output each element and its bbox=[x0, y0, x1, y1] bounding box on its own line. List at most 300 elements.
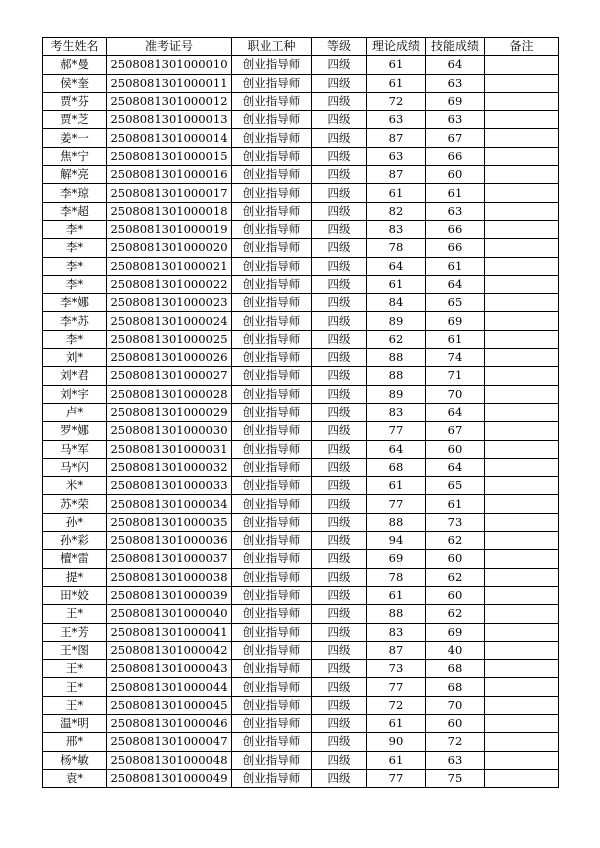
cell-skill-score: 63 bbox=[426, 202, 485, 220]
cell-remarks bbox=[485, 641, 559, 659]
cell-name: 王* bbox=[43, 660, 107, 678]
cell-level: 四级 bbox=[312, 733, 367, 751]
table-row bbox=[43, 147, 559, 165]
table-row bbox=[43, 513, 559, 531]
cell-name: 檀*雷 bbox=[43, 550, 107, 568]
score-table bbox=[42, 37, 559, 788]
cell-theory-score: 83 bbox=[367, 403, 426, 421]
cell-skill-score: 65 bbox=[426, 294, 485, 312]
cell-skill-score: 61 bbox=[426, 330, 485, 348]
table-row bbox=[43, 166, 559, 184]
table-row bbox=[43, 586, 559, 604]
cell-name: 王* bbox=[43, 696, 107, 714]
cell-theory-score: 62 bbox=[367, 330, 426, 348]
cell-remarks bbox=[485, 367, 559, 385]
cell-skill-score: 64 bbox=[426, 56, 485, 74]
cell-remarks bbox=[485, 714, 559, 732]
cell-theory-score: 64 bbox=[367, 440, 426, 458]
cell-name: 米* bbox=[43, 477, 107, 495]
cell-occupation: 创业指导师 bbox=[232, 623, 312, 641]
cell-skill-score: 61 bbox=[426, 257, 485, 275]
table-row bbox=[43, 568, 559, 586]
cell-skill-score: 63 bbox=[426, 751, 485, 769]
table-row bbox=[43, 129, 559, 147]
header-level: 等级 bbox=[312, 38, 367, 56]
cell-occupation: 创业指导师 bbox=[232, 403, 312, 421]
cell-level: 四级 bbox=[312, 74, 367, 92]
cell-occupation: 创业指导师 bbox=[232, 56, 312, 74]
cell-occupation: 创业指导师 bbox=[232, 92, 312, 110]
table-row bbox=[43, 641, 559, 659]
cell-level: 四级 bbox=[312, 367, 367, 385]
cell-theory-score: 77 bbox=[367, 422, 426, 440]
header-occupation: 职业工种 bbox=[232, 38, 312, 56]
cell-remarks bbox=[485, 440, 559, 458]
cell-remarks bbox=[485, 111, 559, 129]
cell-theory-score: 63 bbox=[367, 111, 426, 129]
cell-theory-score: 77 bbox=[367, 769, 426, 787]
cell-theory-score: 63 bbox=[367, 147, 426, 165]
cell-theory-score: 61 bbox=[367, 477, 426, 495]
cell-remarks bbox=[485, 678, 559, 696]
table-row bbox=[43, 422, 559, 440]
cell-remarks bbox=[485, 294, 559, 312]
header-theory-score: 理论成绩 bbox=[367, 38, 426, 56]
cell-exam-id: 2508081301000025 bbox=[107, 330, 232, 348]
cell-occupation: 创业指导师 bbox=[232, 312, 312, 330]
cell-name: 邢* bbox=[43, 733, 107, 751]
cell-level: 四级 bbox=[312, 239, 367, 257]
cell-theory-score: 88 bbox=[367, 513, 426, 531]
cell-theory-score: 78 bbox=[367, 568, 426, 586]
cell-level: 四级 bbox=[312, 678, 367, 696]
cell-occupation: 创业指导师 bbox=[232, 220, 312, 238]
cell-name: 王*图 bbox=[43, 641, 107, 659]
cell-name: 提* bbox=[43, 568, 107, 586]
cell-skill-score: 69 bbox=[426, 312, 485, 330]
cell-occupation: 创业指导师 bbox=[232, 275, 312, 293]
table-row bbox=[43, 532, 559, 550]
cell-remarks bbox=[485, 568, 559, 586]
cell-level: 四级 bbox=[312, 568, 367, 586]
cell-level: 四级 bbox=[312, 532, 367, 550]
table-row bbox=[43, 605, 559, 623]
cell-occupation: 创业指导师 bbox=[232, 74, 312, 92]
table-row bbox=[43, 385, 559, 403]
cell-exam-id: 2508081301000019 bbox=[107, 220, 232, 238]
cell-exam-id: 2508081301000049 bbox=[107, 769, 232, 787]
cell-theory-score: 94 bbox=[367, 532, 426, 550]
cell-occupation: 创业指导师 bbox=[232, 458, 312, 476]
cell-theory-score: 61 bbox=[367, 275, 426, 293]
cell-name: 马*闪 bbox=[43, 458, 107, 476]
cell-skill-score: 68 bbox=[426, 660, 485, 678]
cell-occupation: 创业指导师 bbox=[232, 111, 312, 129]
table-row bbox=[43, 275, 559, 293]
cell-occupation: 创业指导师 bbox=[232, 330, 312, 348]
cell-level: 四级 bbox=[312, 422, 367, 440]
cell-skill-score: 69 bbox=[426, 623, 485, 641]
cell-name: 马*军 bbox=[43, 440, 107, 458]
cell-skill-score: 63 bbox=[426, 74, 485, 92]
table-row bbox=[43, 367, 559, 385]
table-row bbox=[43, 349, 559, 367]
cell-name: 焦*宁 bbox=[43, 147, 107, 165]
cell-name: 温*明 bbox=[43, 714, 107, 732]
cell-name: 侯*奎 bbox=[43, 74, 107, 92]
cell-exam-id: 2508081301000029 bbox=[107, 403, 232, 421]
cell-name: 苏*荣 bbox=[43, 495, 107, 513]
cell-theory-score: 69 bbox=[367, 550, 426, 568]
cell-skill-score: 70 bbox=[426, 385, 485, 403]
cell-exam-id: 2508081301000020 bbox=[107, 239, 232, 257]
cell-level: 四级 bbox=[312, 92, 367, 110]
table-row bbox=[43, 403, 559, 421]
cell-theory-score: 83 bbox=[367, 623, 426, 641]
cell-theory-score: 72 bbox=[367, 696, 426, 714]
cell-skill-score: 60 bbox=[426, 550, 485, 568]
cell-level: 四级 bbox=[312, 550, 367, 568]
table-row bbox=[43, 294, 559, 312]
cell-occupation: 创业指导师 bbox=[232, 495, 312, 513]
cell-level: 四级 bbox=[312, 184, 367, 202]
cell-name: 李*苏 bbox=[43, 312, 107, 330]
cell-remarks bbox=[485, 623, 559, 641]
cell-theory-score: 61 bbox=[367, 74, 426, 92]
cell-exam-id: 2508081301000017 bbox=[107, 184, 232, 202]
cell-exam-id: 2508081301000035 bbox=[107, 513, 232, 531]
cell-remarks bbox=[485, 532, 559, 550]
cell-theory-score: 72 bbox=[367, 92, 426, 110]
cell-occupation: 创业指导师 bbox=[232, 367, 312, 385]
table-row bbox=[43, 714, 559, 732]
cell-skill-score: 60 bbox=[426, 440, 485, 458]
cell-remarks bbox=[485, 184, 559, 202]
cell-name: 李* bbox=[43, 220, 107, 238]
cell-skill-score: 60 bbox=[426, 166, 485, 184]
cell-level: 四级 bbox=[312, 294, 367, 312]
cell-name: 李*超 bbox=[43, 202, 107, 220]
cell-level: 四级 bbox=[312, 660, 367, 678]
cell-level: 四级 bbox=[312, 586, 367, 604]
cell-skill-score: 64 bbox=[426, 403, 485, 421]
cell-name: 田*姣 bbox=[43, 586, 107, 604]
cell-exam-id: 2508081301000028 bbox=[107, 385, 232, 403]
cell-exam-id: 2508081301000040 bbox=[107, 605, 232, 623]
cell-level: 四级 bbox=[312, 403, 367, 421]
cell-name: 贾*芬 bbox=[43, 92, 107, 110]
cell-name: 刘*君 bbox=[43, 367, 107, 385]
cell-skill-score: 62 bbox=[426, 568, 485, 586]
cell-occupation: 创业指导师 bbox=[232, 733, 312, 751]
cell-remarks bbox=[485, 513, 559, 531]
cell-level: 四级 bbox=[312, 495, 367, 513]
cell-level: 四级 bbox=[312, 56, 367, 74]
cell-theory-score: 89 bbox=[367, 312, 426, 330]
cell-occupation: 创业指导师 bbox=[232, 349, 312, 367]
cell-skill-score: 63 bbox=[426, 111, 485, 129]
cell-skill-score: 68 bbox=[426, 678, 485, 696]
cell-exam-id: 2508081301000032 bbox=[107, 458, 232, 476]
cell-remarks bbox=[485, 605, 559, 623]
cell-level: 四级 bbox=[312, 166, 367, 184]
cell-remarks bbox=[485, 330, 559, 348]
cell-theory-score: 61 bbox=[367, 56, 426, 74]
cell-exam-id: 2508081301000041 bbox=[107, 623, 232, 641]
cell-exam-id: 2508081301000024 bbox=[107, 312, 232, 330]
cell-remarks bbox=[485, 733, 559, 751]
cell-name: 刘*宇 bbox=[43, 385, 107, 403]
cell-level: 四级 bbox=[312, 330, 367, 348]
cell-remarks bbox=[485, 166, 559, 184]
cell-theory-score: 61 bbox=[367, 586, 426, 604]
cell-name: 王*芳 bbox=[43, 623, 107, 641]
cell-remarks bbox=[485, 312, 559, 330]
cell-remarks bbox=[485, 147, 559, 165]
cell-theory-score: 83 bbox=[367, 220, 426, 238]
cell-name: 孙* bbox=[43, 513, 107, 531]
header-exam-id: 准考证号 bbox=[107, 38, 232, 56]
cell-name: 姜*一 bbox=[43, 129, 107, 147]
cell-skill-score: 75 bbox=[426, 769, 485, 787]
cell-exam-id: 2508081301000038 bbox=[107, 568, 232, 586]
cell-occupation: 创业指导师 bbox=[232, 477, 312, 495]
cell-remarks bbox=[485, 660, 559, 678]
cell-level: 四级 bbox=[312, 714, 367, 732]
cell-name: 解*亮 bbox=[43, 166, 107, 184]
cell-exam-id: 2508081301000034 bbox=[107, 495, 232, 513]
cell-level: 四级 bbox=[312, 202, 367, 220]
cell-occupation: 创业指导师 bbox=[232, 422, 312, 440]
cell-skill-score: 72 bbox=[426, 733, 485, 751]
table-row bbox=[43, 696, 559, 714]
cell-skill-score: 69 bbox=[426, 92, 485, 110]
cell-exam-id: 2508081301000045 bbox=[107, 696, 232, 714]
cell-occupation: 创业指导师 bbox=[232, 550, 312, 568]
cell-occupation: 创业指导师 bbox=[232, 294, 312, 312]
cell-occupation: 创业指导师 bbox=[232, 586, 312, 604]
cell-level: 四级 bbox=[312, 220, 367, 238]
cell-occupation: 创业指导师 bbox=[232, 568, 312, 586]
cell-skill-score: 64 bbox=[426, 458, 485, 476]
table-row bbox=[43, 56, 559, 74]
cell-remarks bbox=[485, 422, 559, 440]
cell-exam-id: 2508081301000033 bbox=[107, 477, 232, 495]
cell-occupation: 创业指导师 bbox=[232, 769, 312, 787]
cell-exam-id: 2508081301000016 bbox=[107, 166, 232, 184]
cell-exam-id: 2508081301000027 bbox=[107, 367, 232, 385]
cell-remarks bbox=[485, 477, 559, 495]
table-row bbox=[43, 733, 559, 751]
cell-theory-score: 87 bbox=[367, 641, 426, 659]
cell-level: 四级 bbox=[312, 477, 367, 495]
cell-remarks bbox=[485, 257, 559, 275]
cell-level: 四级 bbox=[312, 623, 367, 641]
cell-exam-id: 2508081301000044 bbox=[107, 678, 232, 696]
cell-remarks bbox=[485, 696, 559, 714]
header-name: 考生姓名 bbox=[43, 38, 107, 56]
cell-name: 贾*芝 bbox=[43, 111, 107, 129]
cell-level: 四级 bbox=[312, 257, 367, 275]
cell-level: 四级 bbox=[312, 440, 367, 458]
table-row bbox=[43, 74, 559, 92]
cell-occupation: 创业指导师 bbox=[232, 696, 312, 714]
cell-remarks bbox=[485, 769, 559, 787]
cell-skill-score: 70 bbox=[426, 696, 485, 714]
cell-exam-id: 2508081301000046 bbox=[107, 714, 232, 732]
cell-level: 四级 bbox=[312, 111, 367, 129]
cell-skill-score: 60 bbox=[426, 586, 485, 604]
cell-occupation: 创业指导师 bbox=[232, 532, 312, 550]
cell-exam-id: 2508081301000018 bbox=[107, 202, 232, 220]
cell-skill-score: 60 bbox=[426, 714, 485, 732]
cell-skill-score: 61 bbox=[426, 184, 485, 202]
cell-remarks bbox=[485, 458, 559, 476]
cell-remarks bbox=[485, 92, 559, 110]
cell-exam-id: 2508081301000014 bbox=[107, 129, 232, 147]
cell-name: 李* bbox=[43, 330, 107, 348]
cell-remarks bbox=[485, 550, 559, 568]
cell-theory-score: 61 bbox=[367, 714, 426, 732]
cell-level: 四级 bbox=[312, 751, 367, 769]
cell-remarks bbox=[485, 202, 559, 220]
cell-occupation: 创业指导师 bbox=[232, 239, 312, 257]
cell-theory-score: 87 bbox=[367, 129, 426, 147]
cell-theory-score: 88 bbox=[367, 605, 426, 623]
table-body bbox=[43, 56, 559, 788]
cell-level: 四级 bbox=[312, 349, 367, 367]
cell-exam-id: 2508081301000015 bbox=[107, 147, 232, 165]
cell-remarks bbox=[485, 751, 559, 769]
cell-exam-id: 2508081301000039 bbox=[107, 586, 232, 604]
table-row bbox=[43, 92, 559, 110]
cell-level: 四级 bbox=[312, 129, 367, 147]
cell-level: 四级 bbox=[312, 641, 367, 659]
cell-occupation: 创业指导师 bbox=[232, 147, 312, 165]
table-row bbox=[43, 220, 559, 238]
cell-occupation: 创业指导师 bbox=[232, 714, 312, 732]
table-row bbox=[43, 477, 559, 495]
table-row bbox=[43, 184, 559, 202]
table-row bbox=[43, 769, 559, 787]
cell-theory-score: 88 bbox=[367, 367, 426, 385]
table-row bbox=[43, 550, 559, 568]
table-row bbox=[43, 660, 559, 678]
table-header-row bbox=[43, 38, 559, 56]
cell-skill-score: 71 bbox=[426, 367, 485, 385]
cell-skill-score: 40 bbox=[426, 641, 485, 659]
cell-name: 李*娜 bbox=[43, 294, 107, 312]
cell-theory-score: 88 bbox=[367, 349, 426, 367]
cell-occupation: 创业指导师 bbox=[232, 440, 312, 458]
cell-exam-id: 2508081301000013 bbox=[107, 111, 232, 129]
cell-level: 四级 bbox=[312, 385, 367, 403]
header-skill-score: 技能成绩 bbox=[426, 38, 485, 56]
table-row bbox=[43, 440, 559, 458]
cell-name: 郝*曼 bbox=[43, 56, 107, 74]
cell-skill-score: 73 bbox=[426, 513, 485, 531]
cell-theory-score: 82 bbox=[367, 202, 426, 220]
cell-name: 卢* bbox=[43, 403, 107, 421]
cell-theory-score: 73 bbox=[367, 660, 426, 678]
cell-name: 袁* bbox=[43, 769, 107, 787]
cell-theory-score: 77 bbox=[367, 495, 426, 513]
cell-skill-score: 61 bbox=[426, 495, 485, 513]
cell-name: 刘* bbox=[43, 349, 107, 367]
cell-remarks bbox=[485, 239, 559, 257]
cell-remarks bbox=[485, 220, 559, 238]
table-row bbox=[43, 623, 559, 641]
cell-exam-id: 2508081301000037 bbox=[107, 550, 232, 568]
header-remarks: 备注 bbox=[485, 38, 559, 56]
cell-remarks bbox=[485, 495, 559, 513]
cell-exam-id: 2508081301000011 bbox=[107, 74, 232, 92]
cell-theory-score: 77 bbox=[367, 678, 426, 696]
cell-level: 四级 bbox=[312, 696, 367, 714]
cell-skill-score: 62 bbox=[426, 532, 485, 550]
cell-remarks bbox=[485, 586, 559, 604]
table-row bbox=[43, 678, 559, 696]
cell-exam-id: 2508081301000036 bbox=[107, 532, 232, 550]
cell-occupation: 创业指导师 bbox=[232, 751, 312, 769]
cell-occupation: 创业指导师 bbox=[232, 184, 312, 202]
cell-exam-id: 2508081301000042 bbox=[107, 641, 232, 659]
cell-level: 四级 bbox=[312, 513, 367, 531]
cell-exam-id: 2508081301000012 bbox=[107, 92, 232, 110]
cell-occupation: 创业指导师 bbox=[232, 129, 312, 147]
cell-skill-score: 62 bbox=[426, 605, 485, 623]
cell-exam-id: 2508081301000022 bbox=[107, 275, 232, 293]
table-row bbox=[43, 111, 559, 129]
cell-theory-score: 89 bbox=[367, 385, 426, 403]
table-row bbox=[43, 751, 559, 769]
cell-name: 王* bbox=[43, 605, 107, 623]
cell-exam-id: 2508081301000023 bbox=[107, 294, 232, 312]
cell-theory-score: 61 bbox=[367, 751, 426, 769]
cell-theory-score: 68 bbox=[367, 458, 426, 476]
cell-remarks bbox=[485, 385, 559, 403]
cell-occupation: 创业指导师 bbox=[232, 202, 312, 220]
cell-occupation: 创业指导师 bbox=[232, 605, 312, 623]
cell-skill-score: 74 bbox=[426, 349, 485, 367]
cell-remarks bbox=[485, 275, 559, 293]
cell-name: 孙*彩 bbox=[43, 532, 107, 550]
cell-name: 杨*敏 bbox=[43, 751, 107, 769]
cell-skill-score: 67 bbox=[426, 422, 485, 440]
table-row bbox=[43, 257, 559, 275]
cell-name: 李*琼 bbox=[43, 184, 107, 202]
cell-theory-score: 84 bbox=[367, 294, 426, 312]
table-row bbox=[43, 202, 559, 220]
cell-name: 李* bbox=[43, 275, 107, 293]
cell-exam-id: 2508081301000010 bbox=[107, 56, 232, 74]
cell-occupation: 创业指导师 bbox=[232, 513, 312, 531]
cell-level: 四级 bbox=[312, 275, 367, 293]
cell-remarks bbox=[485, 403, 559, 421]
cell-level: 四级 bbox=[312, 605, 367, 623]
cell-occupation: 创业指导师 bbox=[232, 257, 312, 275]
cell-skill-score: 67 bbox=[426, 129, 485, 147]
cell-occupation: 创业指导师 bbox=[232, 641, 312, 659]
cell-name: 罗*娜 bbox=[43, 422, 107, 440]
table-row bbox=[43, 239, 559, 257]
cell-exam-id: 2508081301000048 bbox=[107, 751, 232, 769]
table-row bbox=[43, 458, 559, 476]
cell-remarks bbox=[485, 56, 559, 74]
cell-skill-score: 66 bbox=[426, 147, 485, 165]
cell-name: 李* bbox=[43, 257, 107, 275]
cell-remarks bbox=[485, 74, 559, 92]
